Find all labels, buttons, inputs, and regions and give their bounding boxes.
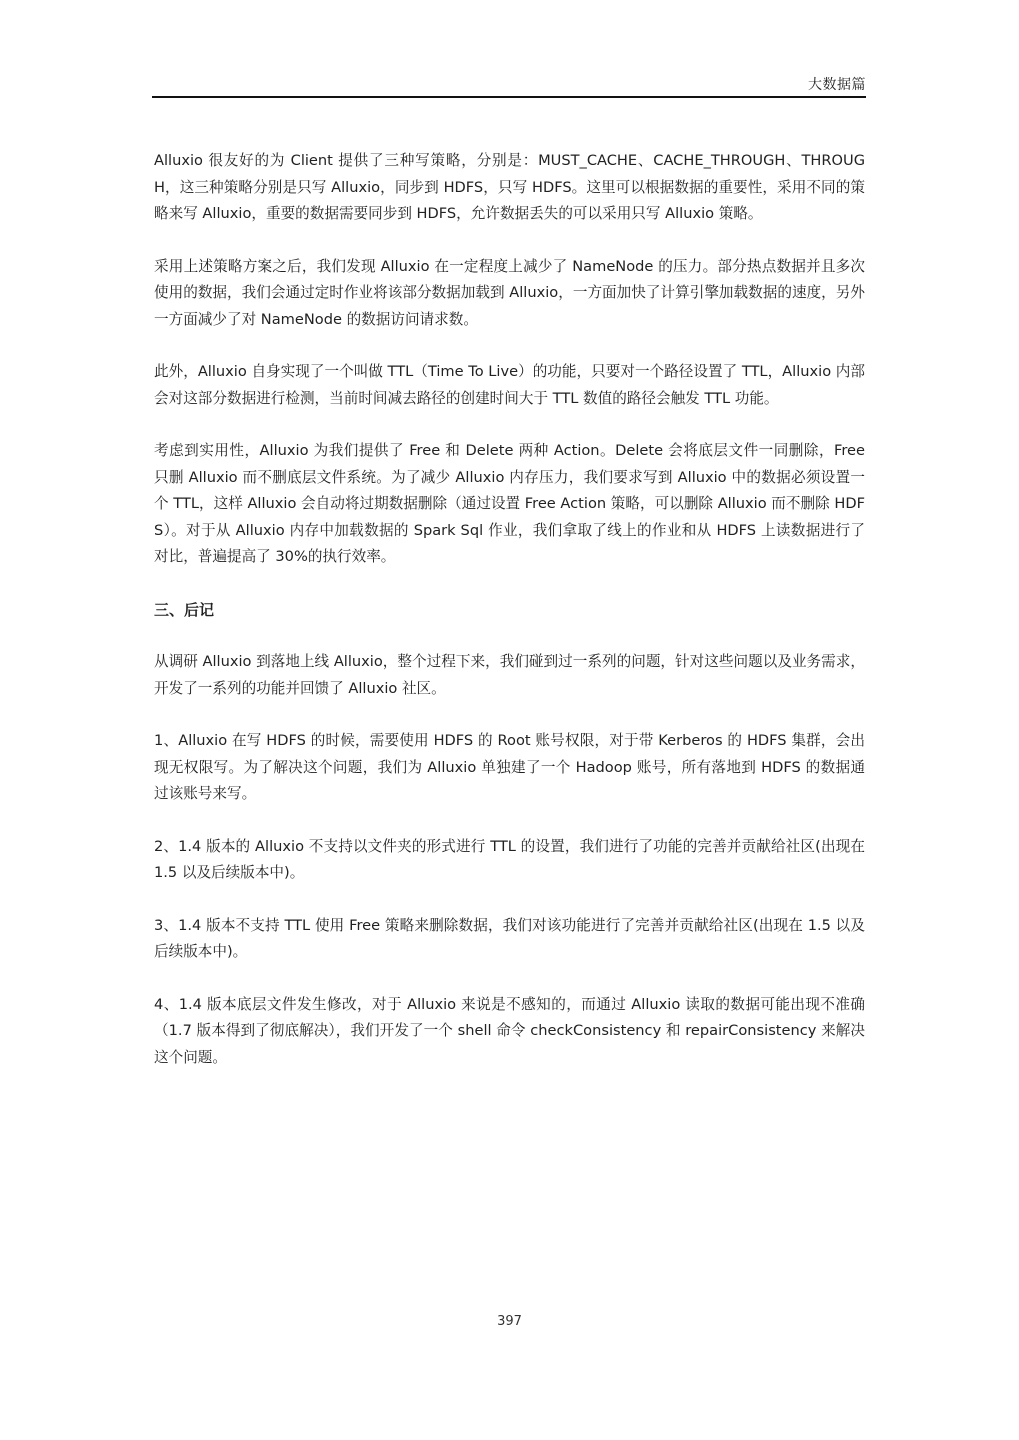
list-item-3: 3、1.4 版本不支持 TTL 使用 Free 策略来删除数据，我们对该功能进行了完善并贡献给社区(出现在 1.5 以及后续版本中)。 (154, 916, 865, 960)
header-section-title: 大数据篇 (808, 77, 866, 93)
paragraph-ttl-feature: 此外，Alluxio 自身实现了一个叫做 TTL（Time To Live）的功能，只要对一个路径设置了 TTL，Alluxio 内部会对这部分数据进行检测，当前时间减去路径的创建时间大于 TTL 数值的路径会触发 TTL 功能。 (154, 363, 865, 407)
paragraph-namenode-pressure: 采用上述策略方案之后，我们发现 Alluxio 在一定程度上减少了 NameNode 的压力。部分热点数据并且多次使用的数据，我们会通过定时作业将该部分数据加载到 Alluxio，一方面加快了计算引擎加载数据的速度，另外一方面减少了对 NameNode 的数据访问请求数。 (154, 257, 865, 328)
paragraph-free-delete-actions: 考虑到实用性，Alluxio 为我们提供了 Free 和 Delete 两种 Action。Delete 会将底层文件一同删除，Free 只删 Alluxio 而不删底层文件系统。为了减少 Alluxio 内存压力，我们要求写到 Alluxio 中的数据必须设置一个 TTL，这样 Alluxio 会自动将过期数据删除（通过设置 Free Action 策略，可以删除 Alluxio 而不删除 HDFS）。对于从 Alluxio 内存中加载数据的 Spark Sql 作业，我们拿取了线上的作业和从 HDFS 上读数据进行了对比，普遍提高了 30%的执行效率。 (154, 442, 865, 565)
list-item-4: 4、1.4 版本底层文件发生修改，对于 Alluxio 来说是不感知的，而通过 Alluxio 读取的数据可能出现不准确（1.7 版本得到了彻底解决），我们开发了一个 shell 命令 checkConsistency 和 repairConsistency 来解决这个问题。 (154, 995, 865, 1066)
page-body (154, 148, 865, 1097)
paragraph-postscript-intro: 从调研 Alluxio 到落地上线 Alluxio，整个过程下来，我们碰到过一系列的问题，针对这些问题以及业务需求，开发了一系列的功能并回馈了 Alluxio 社区。 (154, 653, 865, 697)
section-heading-postscript: 三、后记 (154, 600, 215, 619)
page-number: 397 (497, 1314, 522, 1329)
list-item-1: 1、Alluxio 在写 HDFS 的时候，需要使用 HDFS 的 Root 账号权限，对于带 Kerberos 的 HDFS 集群，会出现无权限写。为了解决这个问题，我们为 Alluxio 单独建了一个 Hadoop 账号，所有落地到 HDFS 的数据通过该账号来写。 (154, 732, 865, 802)
list-item-2: 2、1.4 版本的 Alluxio 不支持以文件夹的形式进行 TTL 的设置，我们进行了功能的完善并贡献给社区(出现在 1.5 以及后续版本中)。 (154, 837, 865, 881)
page-header (152, 72, 866, 98)
paragraph-write-strategies: Alluxio 很友好的为 Client 提供了三种写策略，分别是：MUST_CACHE、CACHE_THROUGH、THROUGH，这三种策略分别是只写 Alluxio，同步到 HDFS，只写 HDFS。这里可以根据数据的重要性，采用不同的策略来写 Alluxio，重要的数据需要同步到 HDFS，允许数据丢失的可以采用只写 Alluxio 策略。 (154, 152, 865, 222)
